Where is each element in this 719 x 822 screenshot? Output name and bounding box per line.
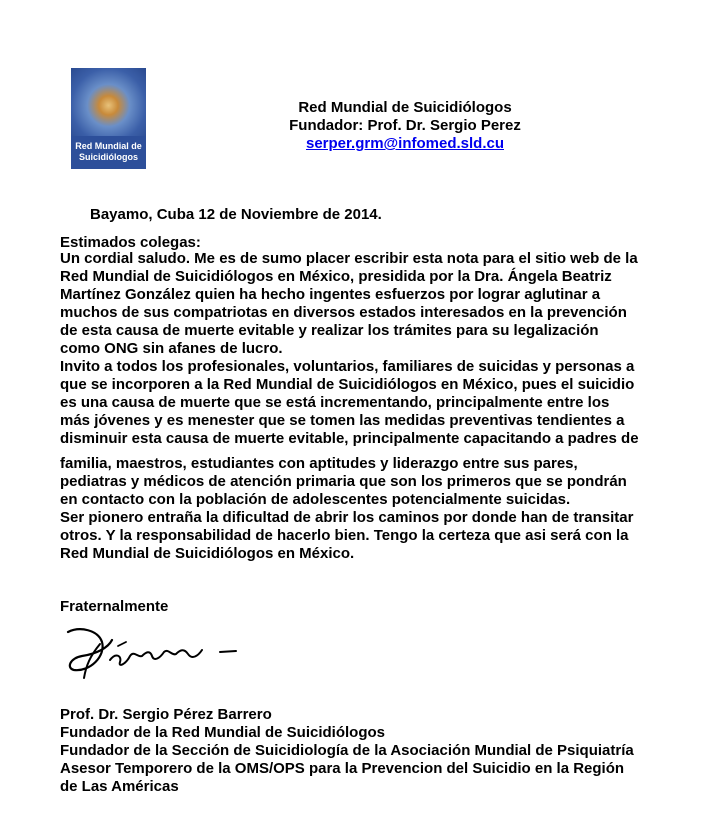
body-line: familia, maestros, estudiantes con aptitudes y liderazgo entre sus pares, <box>60 455 578 472</box>
body-line: es una causa de muerte que se está incrementando, principalmente entre los <box>60 394 610 411</box>
salutation: Estimados colegas: <box>60 234 201 251</box>
signer-title: Fundador de la Red Mundial de Suicidiólogos <box>60 724 386 741</box>
email-link[interactable]: serper.grm@infomed.sld.cu <box>305 135 504 152</box>
signer-title: Fundador de la Sección de Suicidiología de la Asociación Mundial de Psiquiatría <box>60 742 634 759</box>
body-line: como ONG sin afanes de lucro. <box>60 340 283 357</box>
body-line: pediatras y médicos de atención primaria que son los primeros que se pondrán <box>60 473 627 490</box>
body-line: en contacto con la población de adolescentes potencialmente suicidas. <box>60 491 571 508</box>
letterhead-founder: Fundador: Prof. Dr. Sergio Perez <box>289 117 521 134</box>
body-line: Martínez González quien ha hecho ingentes esfuerzos por lograr aglutinar a <box>60 286 601 303</box>
closing: Fraternalmente <box>60 598 169 615</box>
logo-image <box>71 68 146 136</box>
letterhead-org: Red Mundial de Suicidiólogos <box>298 99 512 116</box>
letter-date: Bayamo, Cuba 12 de Noviembre de 2014. <box>90 206 382 223</box>
letterhead <box>240 99 570 153</box>
signer-name: Prof. Dr. Sergio Pérez Barrero <box>60 706 272 723</box>
body-line: Red Mundial de Suicidiólogos en México, presidida por la Dra. Ángela Beatriz <box>60 268 612 285</box>
body-line: Ser pionero entraña la dificultad de abrir los caminos por donde han de transitar <box>60 509 634 526</box>
handwritten-signature <box>60 622 270 682</box>
body-line: Red Mundial de Suicidiólogos en México. <box>60 545 355 562</box>
body-line: muchos de sus compatriotas en diversos estados interesados en la prevención <box>60 304 627 321</box>
signer-title: de Las Américas <box>60 778 179 795</box>
logo-text-line2: Suicidiólogos <box>78 152 138 162</box>
logo-text-line1: Red Mundial de <box>75 141 142 151</box>
organization-logo <box>71 68 146 169</box>
logo-caption <box>71 136 146 169</box>
signer-title: Asesor Temporero de la OMS/OPS para la Prevencion del Suicidio en la Región <box>60 760 625 777</box>
body-line: más jóvenes y es menester que se tomen las medidas preventivas tendientes a <box>60 412 625 429</box>
body-line: de esta causa de muerte evitable y realizar los trámites para su legalización <box>60 322 599 339</box>
body-line: Invito a todos los profesionales, voluntarios, familiares de suicidas y personas a <box>60 358 635 375</box>
body-line: que se incorporen a la Red Mundial de Suicidiólogos en México, pues el suicidio <box>60 376 635 393</box>
body-line: Un cordial saludo. Me es de sumo placer escribir esta nota para el sitio web de la <box>60 250 638 267</box>
body-line: disminuir esta causa de muerte evitable, principalmente capacitando a padres de <box>60 430 639 447</box>
body-line: otros. Y la responsabilidad de hacerlo bien. Tengo la certeza que asi será con la <box>60 527 629 544</box>
